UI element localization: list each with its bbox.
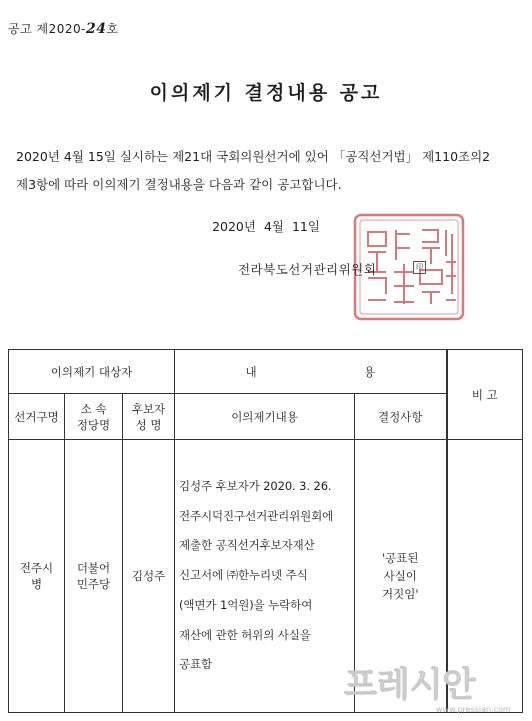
header-district: 선거구명 <box>9 394 65 440</box>
watermark-logo <box>336 654 526 716</box>
header-remark: 비 고 <box>447 350 523 440</box>
details-line: 김성주 후보자가 2020. 3. 26. <box>179 478 332 493</box>
notice-number-suffix: 호 <box>106 22 119 36</box>
notice-number-handwritten: 24 <box>85 21 107 37</box>
details-line: 신고서에 ㈜한누리넷 주식 <box>179 568 308 583</box>
header-decision: 결정사항 <box>355 394 447 440</box>
issuer-name: 전라북도선거관리위원회 <box>238 262 377 277</box>
details-line: 공표함 <box>179 657 213 672</box>
header-content-group <box>175 350 447 394</box>
document-date: 2020년 4월 11일 <box>212 219 320 234</box>
cell-district: 전주시 병 <box>9 440 65 713</box>
header-party: 소 속 정당명 <box>65 394 123 440</box>
header-candidate: 후보자 성 명 <box>123 394 175 440</box>
watermark-url: www.pressian.com <box>436 705 511 714</box>
header-details: 이의제기내용 <box>175 394 355 440</box>
cell-details <box>175 440 355 713</box>
watermark-logo-text: 프레시안 <box>344 665 476 705</box>
details-line: (액면가 1억원)을 누락하여 <box>179 597 313 612</box>
table-header-row-1 <box>9 350 523 394</box>
header-content-char-2: 용 <box>363 364 376 379</box>
details-line: 재산에 관한 허위의 사실을 <box>179 627 311 642</box>
notice-number-prefix: 공고 제2020- <box>8 22 86 36</box>
issuer-seal-mark: 印 <box>413 261 426 274</box>
table-header-row-2 <box>9 394 523 440</box>
details-line: 제출한 공직선거후보자재산 <box>179 538 315 553</box>
cell-party: 더불어 민주당 <box>65 440 123 713</box>
details-line: 전주시덕진구선거관리위원회에 <box>179 508 334 523</box>
cell-decision: '공표된 사실이 거짓임' <box>355 440 447 713</box>
body-paragraph: 2020년 4월 15일 실시하는 제21대 국회의원선거에 있어 「공직선거법」 제110조의2 제3항에 따라 이의제기 결정내용을 다음과 같이 공고합니다. <box>16 149 491 192</box>
header-target-group: 이의제기 대상자 <box>9 350 175 394</box>
header-content-char-1: 내 <box>245 364 257 379</box>
cell-candidate: 김성주 <box>123 440 175 713</box>
document-title: 이의제기 결정내용 공고 <box>149 82 383 104</box>
notice-number <box>8 20 119 37</box>
